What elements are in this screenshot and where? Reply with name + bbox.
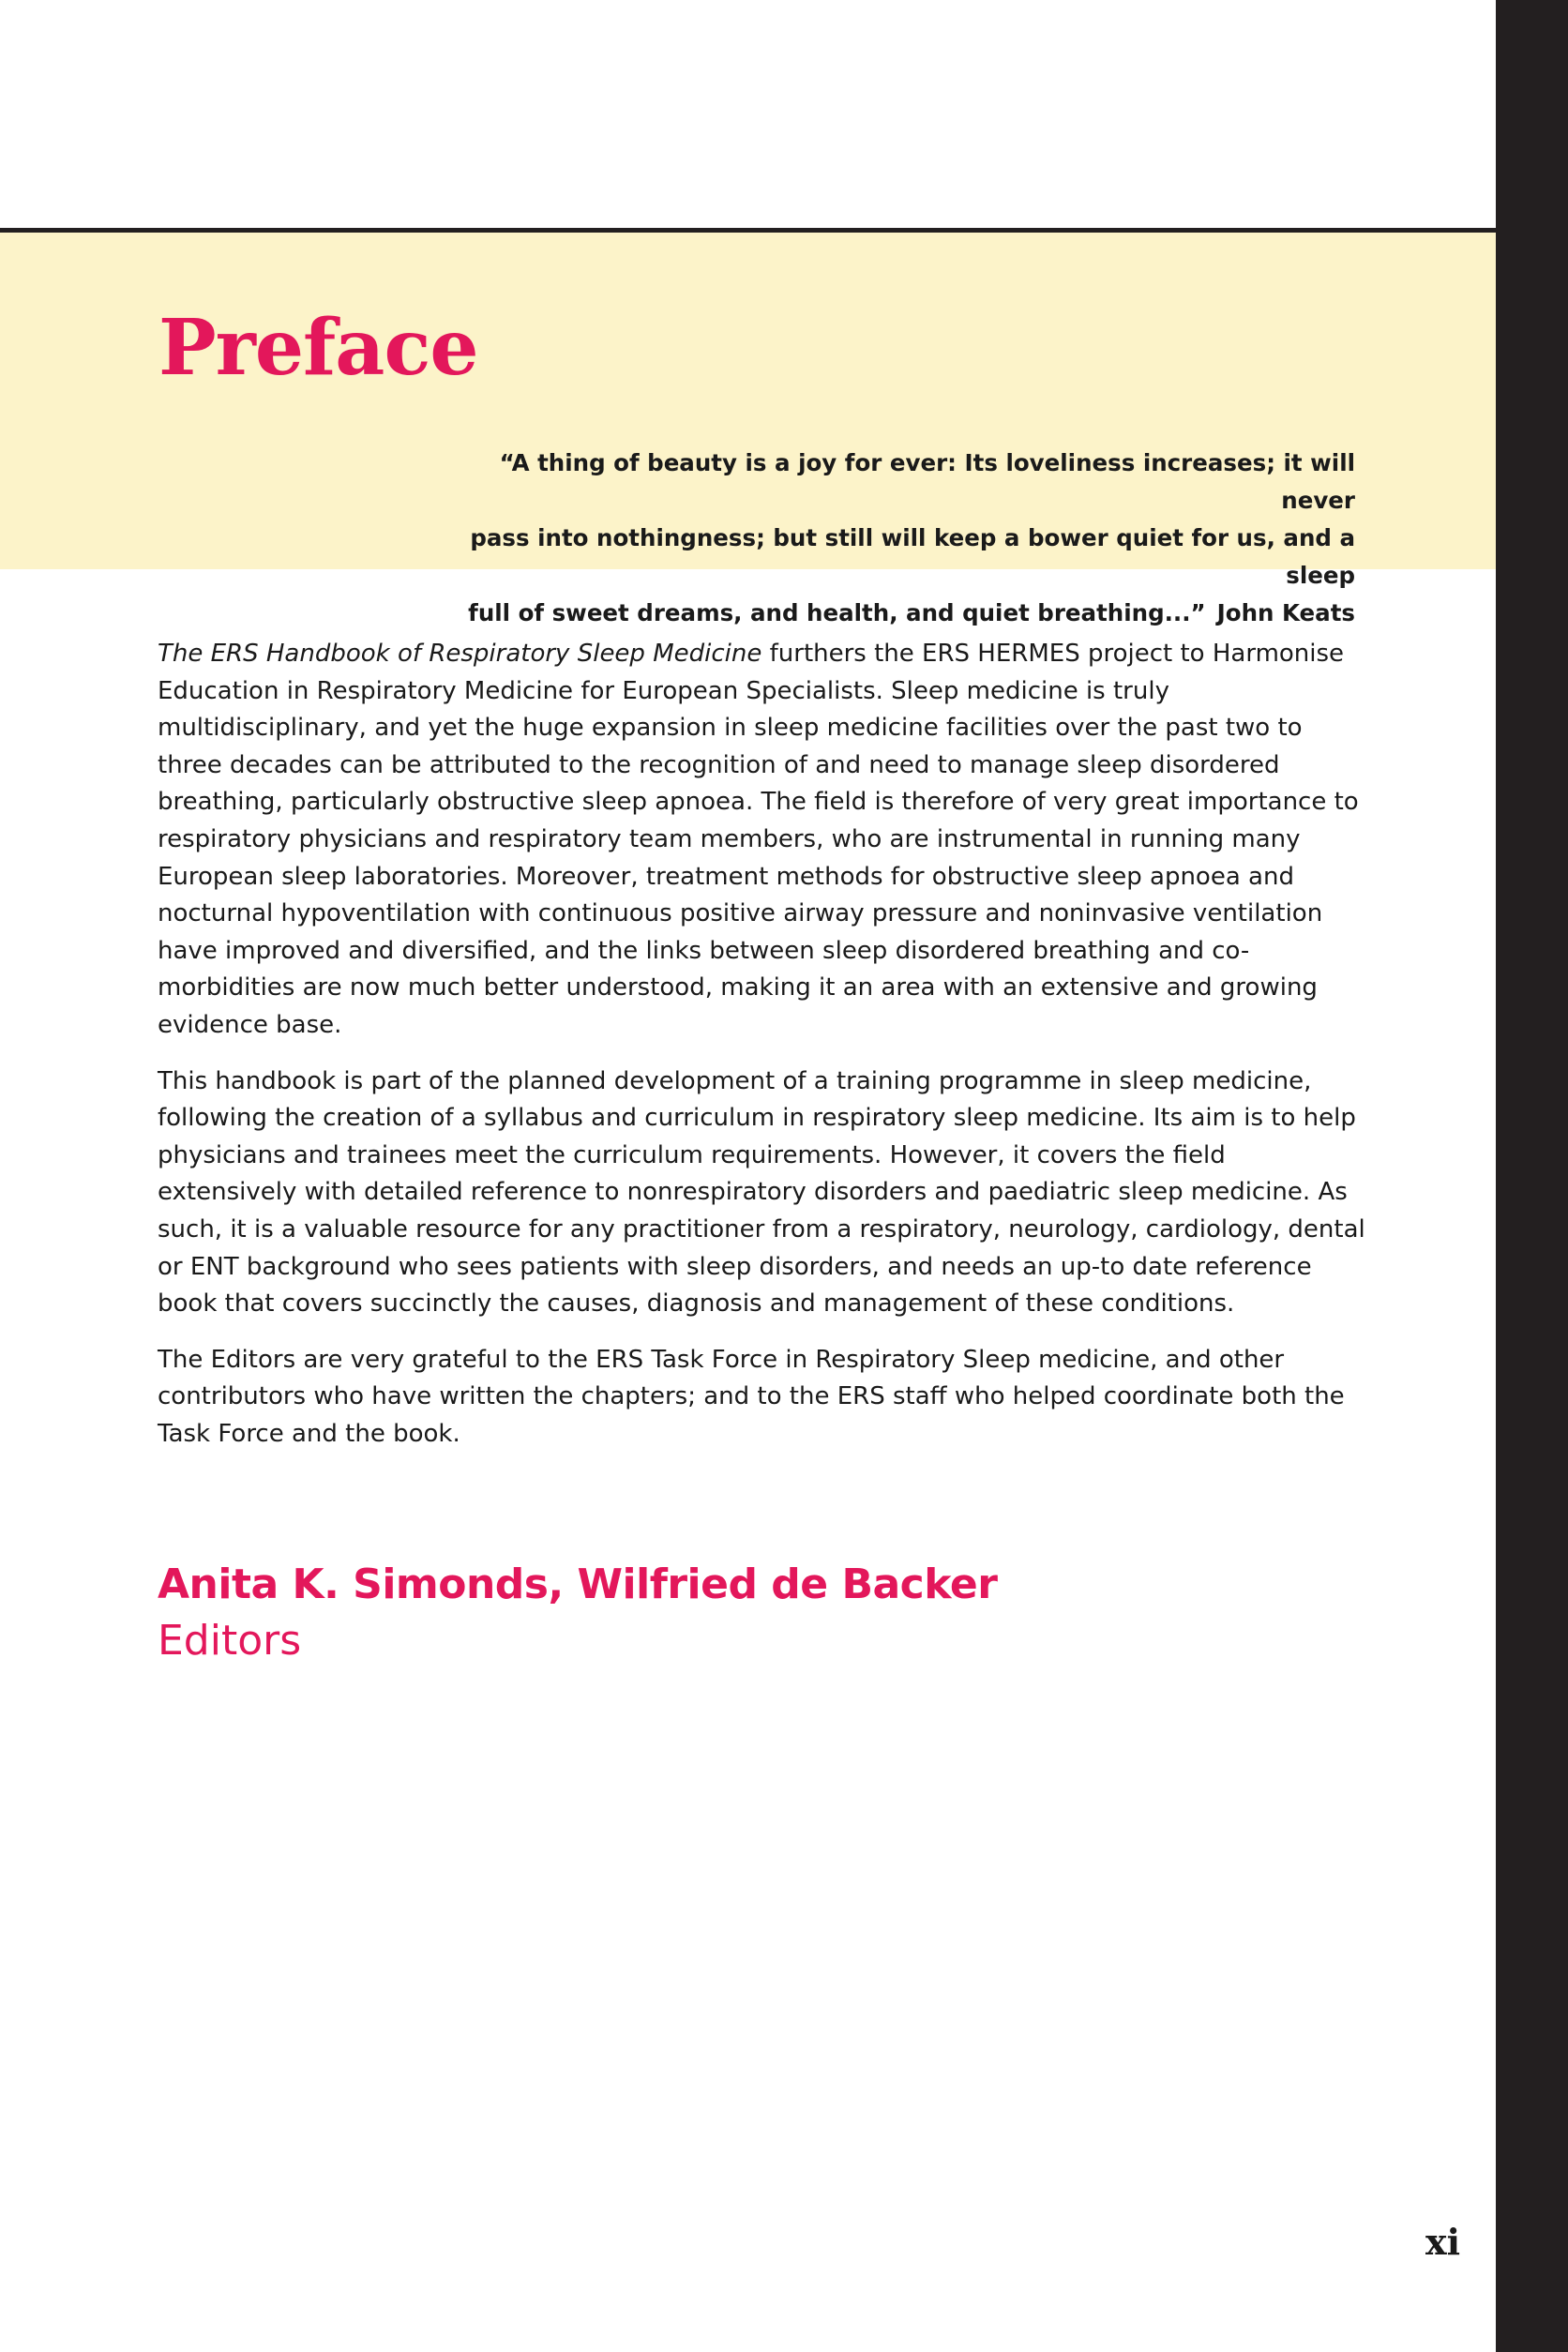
page-number: xi	[1425, 2221, 1461, 2263]
page-title: Preface	[158, 303, 478, 393]
epigraph-line-3: full of sweet dreams, and health, and quiet breathing...”	[468, 599, 1206, 626]
paragraph-1	[158, 636, 1367, 1045]
page-edge-bar	[1496, 0, 1568, 2352]
epigraph-author: John Keats	[1216, 599, 1355, 626]
signature-block	[158, 1557, 997, 1669]
book-title-italic: The ERS Handbook of Respiratory Sleep Medicine	[158, 640, 762, 668]
epigraph-line-1: “A thing of beauty is a joy for ever: Its loveliness increases; it will never	[499, 449, 1355, 514]
epigraph	[436, 445, 1355, 632]
paragraph-3: The Editors are very grateful to the ERS Task Force in Respiratory Sleep medicine, and other contributors who have written the chapters; and to the ERS staff who helped coordinate both the Task Force and the book.	[158, 1345, 1345, 1448]
paragraph-1-text: furthers the ERS HERMES project to Harmonise Education in Respiratory Medicine for European Specialists. Sleep medicine is truly multidisciplinary, and yet the huge expansion in sleep medicine facilities over the past two to three decades can be attributed to the recognition of and need to manage sleep disordered breathing, particularly obstructive sleep apnoea. The field is therefore of very great importance to respiratory physicians and respiratory team members, who are instrumental in running many European sleep laboratories. Moreover, treatment methods for obstructive sleep apnoea and nocturnal hypoventilation with continuous positive airway pressure and noninvasive ventilation have improved and diversified, and the links between sleep disordered breathing and co-morbidities are now much better understood, making it an area with an extensive and growing evidence base.	[158, 640, 1359, 1039]
editor-names: Anita K. Simonds, Wilfried de Backer	[158, 1560, 998, 1608]
paragraph-2: This handbook is part of the planned development of a training programme in sleep medicine, following the creation of a syllabus and curriculum in respiratory sleep medicine. Its aim is to help physicians and trainees meet the curriculum requirements. However, it covers the field extensively with detailed reference to nonrespiratory disorders and paediatric sleep medicine. As such, it is a valuable resource for any practitioner from a respiratory, neurology, cardiology, dental or ENT background who sees patients with sleep disorders, and needs an up-to date reference book that covers succinctly the causes, diagnosis and management of these conditions.	[158, 1066, 1365, 1319]
editor-role: Editors	[158, 1617, 302, 1665]
epigraph-line-2: pass into nothingness; but still will keep a bower quiet for us, and a sleep	[470, 524, 1355, 589]
preface-body	[158, 636, 1367, 1471]
